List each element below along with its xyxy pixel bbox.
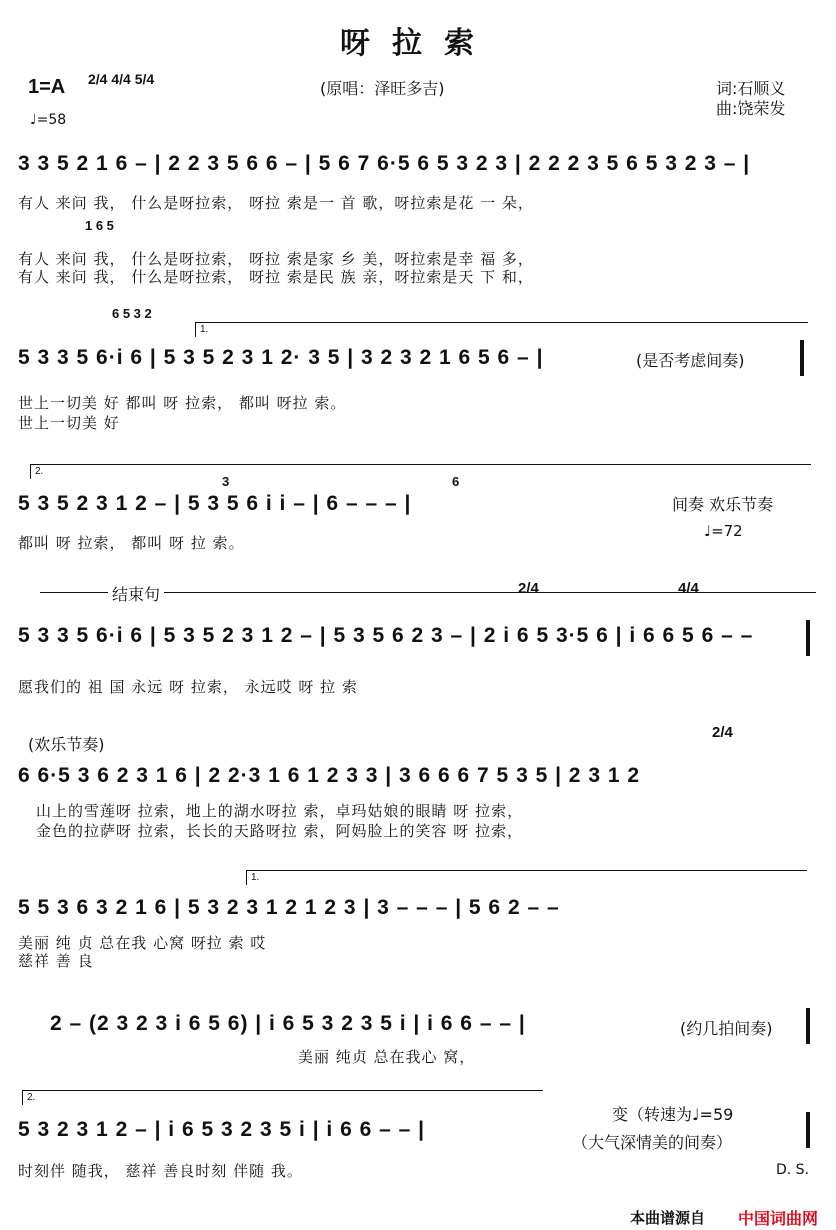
repeat-barline-2 [806, 1008, 810, 1044]
volta-2: 2. [30, 464, 811, 479]
section-label: (欢乐节奏) [28, 735, 105, 754]
meter-change-2-4-b: 2/4 [712, 724, 733, 741]
interlude-note-1: (是否考虑间奏) [636, 351, 745, 370]
song-title: 呀拉索 [340, 26, 496, 61]
system-7-notes: 2 – (2 3 2 3 i 6 5 6) | i 6 5 3 2 3 5 i | i 6 6 – – | [50, 1012, 526, 1035]
footer-source-label: 本曲谱源自 [630, 1209, 706, 1227]
tempo-change-1: ♩=72 [704, 522, 743, 540]
system-4-lyric-1: 愿我们的 祖 国 永远 呀 拉索， 永远哎 呀 拉 索 [18, 678, 358, 696]
system-4-notes: 5 3 3 5 6·i 6 | 5 3 5 2 3 1 2 – | 5 3 5 6 2 3 – | 2 i 6 5 3·5 6 | i 6 6 5 6 – – [18, 624, 754, 647]
interlude-note-3: (约几拍间奏) [680, 1019, 773, 1038]
volta-2-b: 2. [22, 1090, 543, 1105]
system-8-notes: 5 3 2 3 1 2 – | i 6 5 3 2 3 5 i | i 6 6 – – | [18, 1118, 426, 1141]
system-1-lyric-3: 有人 来问 我， 什么是呀拉索， 呀拉 索是民 族 亲，呀拉索是天 下 和， [18, 268, 534, 286]
final-barline-2 [806, 1112, 810, 1148]
interlude-note-2: 间奏 欢乐节奏 [672, 495, 774, 514]
meter-change-4-4: 4/4 [678, 580, 699, 597]
system-5-lyric-2: 金色的拉萨呀 拉索，长长的天路呀拉 索，阿妈脸上的笑容 呀 拉索， [36, 822, 524, 840]
composer-credit: 曲:饶荣发 [716, 99, 786, 118]
time-sig-1: 2/4 [88, 71, 108, 87]
footer-site-link[interactable]: 中国词曲网 [738, 1209, 819, 1228]
time-sig-3: 5/4 [134, 71, 155, 87]
lyricist-credit: 词:石顺义 [716, 79, 786, 98]
system-6-notes: 5 5 3 6 3 2 1 6 | 5 3 2 3 1 2 1 2 3 | 3 – – – | 5 6 2 – – [18, 896, 560, 919]
system-3-grace-2: 6 [452, 474, 460, 489]
meter-change-2-4: 2/4 [518, 580, 539, 597]
tempo-change-note: 变（转速为♩=59 [612, 1105, 734, 1124]
system-8-lyric-1: 时刻伴 随我， 慈祥 善良时刻 伴随 我。 [18, 1162, 303, 1180]
system-2-grace: 6 5 3 2 [112, 306, 152, 321]
final-barline-1 [806, 620, 810, 656]
system-3-grace-1: 3 [222, 474, 230, 489]
ending-label: 结束句 [108, 582, 164, 605]
time-sig-2: 4/4 [111, 71, 131, 87]
tempo-marking: ♩=58 [30, 112, 67, 128]
volta-1: 1. [195, 322, 808, 337]
system-5-notes: 6 6·5 3 6 2 3 1 6 | 2 2·3 1 6 1 2 3 3 | 3 6 6 6 7 5 3 5 | 2 3 1 2 [18, 764, 641, 787]
system-2-notes: 5 3 3 5 6·i 6 | 5 3 5 2 3 1 2· 3 5 | 3 2 3 2 1 6 5 6 – | [18, 346, 544, 369]
time-signatures [88, 72, 154, 86]
system-7-lyric-1: 美丽 纯贞 总在我心 窝， [298, 1048, 476, 1066]
dal-segno: D. S. [776, 1162, 810, 1178]
system-2-lyric-2: 世上一切美 好 [18, 414, 120, 432]
system-1-grace: 1 6 5 [85, 218, 114, 233]
singer-credit: (原唱：泽旺多吉) [320, 79, 445, 98]
volta-1-b: 1. [246, 870, 807, 885]
system-6-lyric-2: 慈祥 善 良 [18, 952, 94, 970]
repeat-barline-1 [800, 340, 804, 376]
interlude-note-4: （大气深情美的间奏） [572, 1133, 733, 1152]
system-5-lyric-1: 山上的雪莲呀 拉索，地上的湖水呀拉 索，卓玛姑娘的眼睛 呀 拉索， [36, 802, 524, 820]
system-1-lyric-2: 有人 来问 我， 什么是呀拉索， 呀拉 索是家 乡 美，呀拉索是幸 福 多， [18, 250, 534, 268]
system-6-lyric-1: 美丽 纯 贞 总在我 心窝 呀拉 索 哎 [18, 934, 267, 952]
system-2-lyric-1: 世上一切美 好 都叫 呀 拉索， 都叫 呀拉 索。 [18, 394, 347, 412]
system-3-notes: 5 3 5 2 3 1 2 – | 5 3 5 6 i i – | 6 – – – | [18, 492, 412, 515]
system-3-lyric-1: 都叫 呀 拉索， 都叫 呀 拉 索。 [18, 534, 245, 552]
key-signature: 1=A [28, 76, 66, 98]
system-1-notes: 3 3 5 2 1 6 – | 2 2 3 5 6 6 – | 5 6 7 6·5 6 5 3 2 3 | 2 2 2 3 5 6 5 3 2 3 – | [18, 152, 751, 175]
system-1-lyric-1: 有人 来问 我， 什么是呀拉索， 呀拉 索是一 首 歌，呀拉索是花 一 朵， [18, 194, 534, 212]
